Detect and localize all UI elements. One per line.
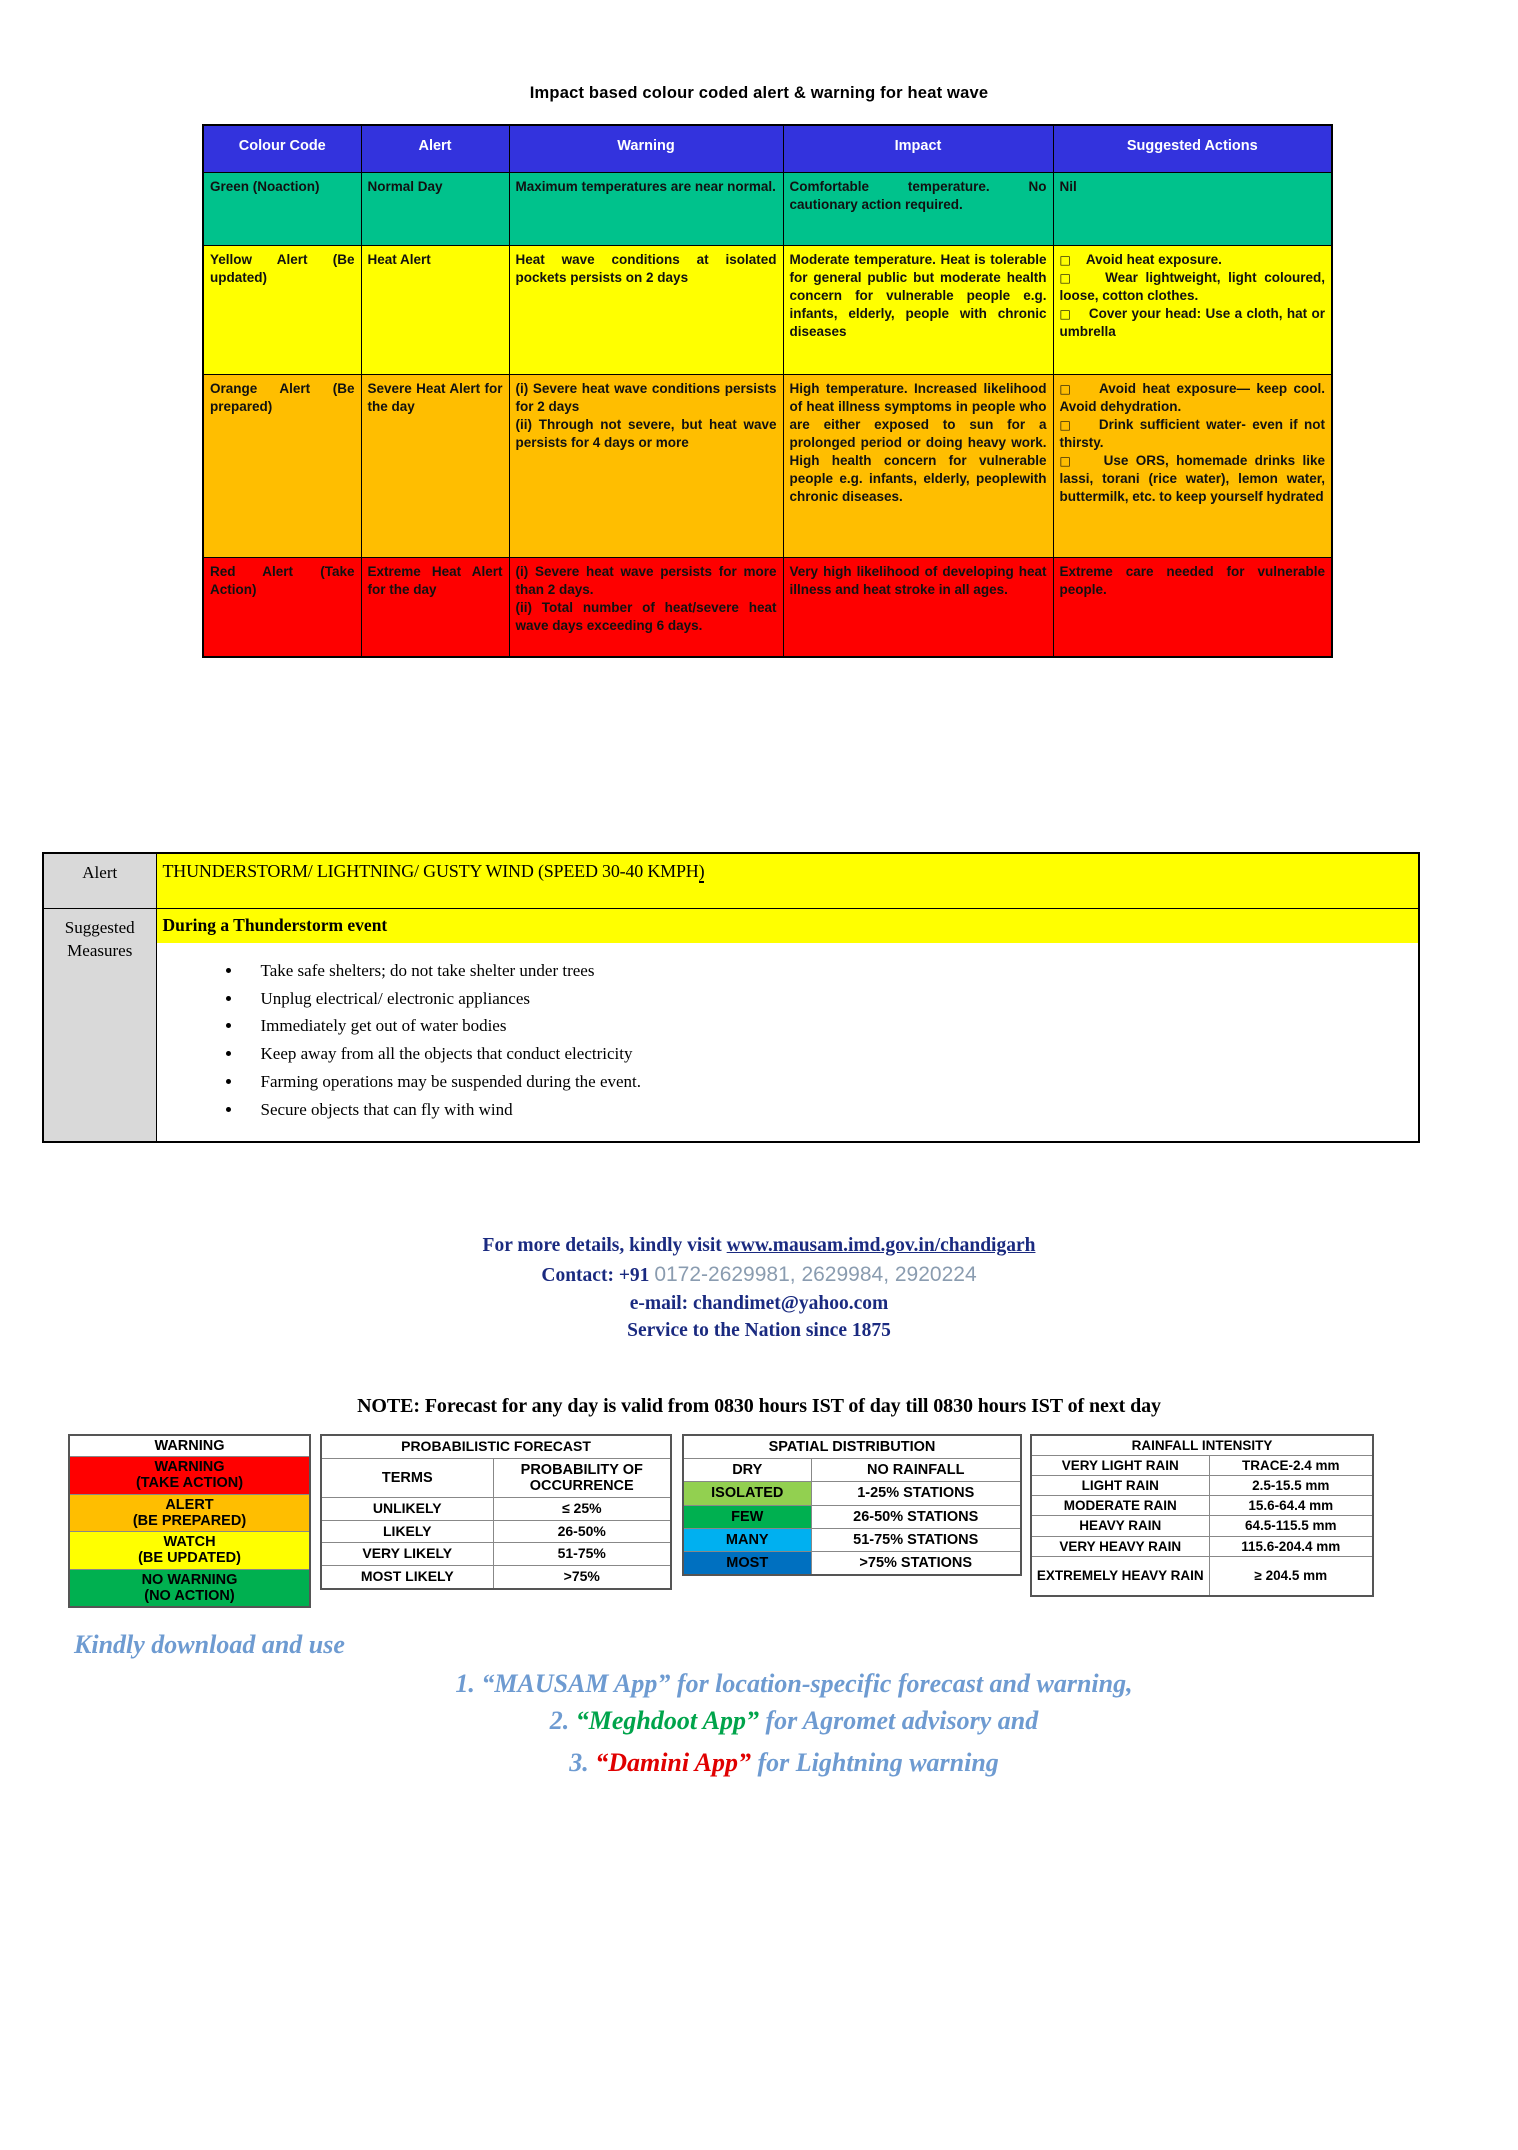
- list-item: • Unplug electrical/ electronic appliances: [243, 985, 1419, 1013]
- column-header-alert: Alert: [361, 125, 509, 173]
- legend-row: [1031, 1496, 1373, 1516]
- thunderstorm-advisory-table: [42, 852, 1420, 1143]
- thunderstorm-measures-row: [43, 909, 1419, 1143]
- app-item-mausam: [0, 1669, 1518, 1699]
- heat-wave-alert-table: [202, 124, 1333, 658]
- cell-impact: High temperature. Increased likelihood of heat illness symptoms in people who are either exposed to sun for a prolonged period or doing heavy work. High health concern for vulnerable people e.g. infants, elderly, peoplewith chronic diseases.: [783, 375, 1053, 558]
- cell-actions: [1053, 173, 1332, 246]
- warning-legend-table: [68, 1434, 311, 1608]
- app-item-damini: [0, 1748, 1518, 1778]
- thunderstorm-measures-label: Suggested Measures: [43, 909, 156, 1143]
- cell-warning: (i) Severe heat wave conditions persists for 2 days (ii) Through not severe, but heat wave persists for 4 days or more: [509, 375, 783, 558]
- action-item: □ Wear lightweight, light coloured, loose, cotton clothes.: [1059, 269, 1325, 303]
- probabilistic-header-terms: TERMS: [321, 1458, 493, 1497]
- app-desc: for Lightning warning: [750, 1748, 999, 1777]
- app-name: “Meghdoot App”: [575, 1706, 759, 1735]
- legend-watch-be-updated: WATCH (BE UPDATED): [69, 1532, 310, 1569]
- heat-wave-table-title: Impact based colour coded alert & warning for heat wave: [529, 84, 989, 102]
- cell-actions: [1053, 558, 1332, 658]
- contact-label: Contact: +91: [541, 1264, 655, 1286]
- spatial-term-dry: DRY: [683, 1459, 811, 1482]
- app-desc: for Agromet advisory and: [758, 1706, 1039, 1735]
- spatial-value-few: 26-50% STATIONS: [811, 1505, 1021, 1528]
- rain-term: HEAVY RAIN: [1031, 1516, 1209, 1536]
- spatial-value-many: 51-75% STATIONS: [811, 1528, 1021, 1551]
- thunderstorm-alert-tail: ): [698, 861, 705, 881]
- cell-impact: Comfortable temperature. No cautionary action required.: [783, 173, 1053, 246]
- list-item: • Take safe shelters; do not take shelter under trees: [243, 957, 1419, 985]
- legend-title-row: [321, 1435, 671, 1458]
- rainfall-intensity-table: [1030, 1434, 1374, 1597]
- action-item: Nil: [1059, 179, 1077, 194]
- legend-row: [683, 1505, 1021, 1528]
- cell-actions: [1053, 246, 1332, 375]
- legend-row: [321, 1566, 671, 1589]
- thunderstorm-measures-heading: During a Thunderstorm event: [157, 909, 1419, 943]
- rainfall-title: RAINFALL INTENSITY: [1031, 1435, 1373, 1456]
- prob-value: 51-75%: [493, 1543, 671, 1566]
- table-row-orange: [203, 375, 1332, 558]
- cell-warning: Heat wave conditions at isolated pockets persists on 2 days: [509, 246, 783, 375]
- prob-value: >75%: [493, 1566, 671, 1589]
- legend-title-row: [1031, 1435, 1373, 1456]
- rain-value: TRACE-2.4 mm: [1209, 1456, 1373, 1476]
- app-item-meghdoot: [0, 1706, 1518, 1736]
- checkbox-square-icon: □: [1059, 306, 1072, 321]
- prob-term: LIKELY: [321, 1520, 493, 1543]
- phone-numbers: 0172-2629981, 2629984, 2920224: [654, 1262, 977, 1286]
- legend-alert-be-prepared: ALERT (BE PREPARED): [69, 1494, 310, 1531]
- rain-value: 115.6-204.4 mm: [1209, 1536, 1373, 1556]
- cell-warning: Maximum temperatures are near normal.: [509, 173, 783, 246]
- legend-row: [1031, 1516, 1373, 1536]
- thunderstorm-measures-value: [156, 909, 1419, 1143]
- action-item: □ Drink sufficient water- even if not thirsty.: [1059, 416, 1325, 450]
- cell-alert: Severe Heat Alert for the day: [361, 375, 509, 558]
- rain-value: 2.5-15.5 mm: [1209, 1476, 1373, 1496]
- column-header-warning: Warning: [509, 125, 783, 173]
- spatial-value-most: >75% STATIONS: [811, 1552, 1021, 1576]
- thunderstorm-alert-row: [43, 853, 1419, 909]
- phone-line: [0, 1260, 1518, 1290]
- legend-row: [683, 1482, 1021, 1505]
- legend-row: [69, 1457, 310, 1494]
- rain-term: MODERATE RAIN: [1031, 1496, 1209, 1516]
- action-item: □ Use ORS, homemade drinks like lassi, torani (rice water), lemon water, buttermilk, etc. to keep yourself hydrated: [1059, 452, 1325, 504]
- list-item: • Farming operations may be suspended during the event.: [243, 1068, 1419, 1096]
- probabilistic-forecast-table: [320, 1434, 672, 1590]
- cell-warning: (i) Severe heat wave persists for more than 2 days. (ii) Total number of heat/severe heat wave days exceeding 6 days.: [509, 558, 783, 658]
- rain-value: 15.6-64.4 mm: [1209, 1496, 1373, 1516]
- thunderstorm-alert-value: [156, 853, 1419, 909]
- list-item: • Keep away from all the objects that conduct electricity: [243, 1040, 1419, 1068]
- legend-row: [321, 1520, 671, 1543]
- checkbox-square-icon: □: [1059, 382, 1074, 396]
- legend-row: [1031, 1536, 1373, 1556]
- rain-term: EXTREMELY HEAVY RAIN: [1031, 1556, 1209, 1596]
- legend-row: [69, 1494, 310, 1531]
- prob-term: MOST LIKELY: [321, 1566, 493, 1589]
- app-number: 2.: [549, 1706, 570, 1735]
- rain-value: 64.5-115.5 mm: [1209, 1516, 1373, 1536]
- prob-term: VERY LIKELY: [321, 1543, 493, 1566]
- app-desc: for location-specific forecast and warning,: [670, 1669, 1133, 1698]
- legend-title-row: [683, 1435, 1021, 1459]
- thunderstorm-alert-label: Alert: [43, 853, 156, 909]
- cell-alert: Extreme Heat Alert for the day: [361, 558, 509, 658]
- probabilistic-title: PROBABILISTIC FORECAST: [321, 1435, 671, 1458]
- action-item: □ Avoid heat exposure.: [1059, 252, 1222, 267]
- legend-title-row: [69, 1435, 310, 1457]
- table-header-row: [203, 125, 1332, 173]
- checkbox-square-icon: □: [1059, 270, 1075, 285]
- action-item: Extreme care needed for vulnerable people.: [1059, 564, 1325, 597]
- cell-alert: Normal Day: [361, 173, 509, 246]
- cell-alert: Heat Alert: [361, 246, 509, 375]
- rain-term: LIGHT RAIN: [1031, 1476, 1209, 1496]
- website-prefix: For more details, kindly visit: [482, 1235, 727, 1256]
- email-line[interactable]: e-mail: chandimet@yahoo.com: [629, 1292, 889, 1314]
- app-name: “Damini App”: [595, 1748, 751, 1777]
- cell-impact: Moderate temperature. Heat is tolerable for general public but moderate health concern for vulnerable people e.g. infants, elderly, people with chronic diseases: [783, 246, 1053, 375]
- spatial-title: SPATIAL DISTRIBUTION: [683, 1435, 1021, 1459]
- spatial-value-isolated: 1-25% STATIONS: [811, 1482, 1021, 1505]
- apps-intro: Kindly download and use: [74, 1630, 345, 1659]
- rain-term: VERY LIGHT RAIN: [1031, 1456, 1209, 1476]
- legend-row: [683, 1552, 1021, 1576]
- checkbox-square-icon: □: [1059, 417, 1074, 432]
- tagline: Service to the Nation since 1875: [627, 1320, 891, 1342]
- table-row-red: [203, 558, 1332, 658]
- prob-value: 26-50%: [493, 1520, 671, 1543]
- app-name: “MAUSAM App”: [481, 1669, 671, 1698]
- cell-colour-code: Red Alert (Take Action): [203, 558, 361, 658]
- column-header-suggested-actions: Suggested Actions: [1053, 125, 1332, 173]
- legend-row: [1031, 1556, 1373, 1596]
- spatial-term-isolated: ISOLATED: [683, 1482, 811, 1505]
- checkbox-square-icon: □: [1059, 453, 1075, 468]
- thunderstorm-alert-text: THUNDERSTORM/ LIGHTNING/ GUSTY WIND (SPEED 30-40 KMPH: [162, 861, 699, 881]
- rain-term: VERY HEAVY RAIN: [1031, 1536, 1209, 1556]
- action-item: □ Avoid heat exposure— keep cool. Avoid dehydration.: [1059, 381, 1326, 414]
- action-item: □ Cover your head: Use a cloth, hat or umbrella: [1059, 305, 1325, 339]
- legend-row: [69, 1532, 310, 1569]
- spatial-distribution-table: [682, 1434, 1022, 1576]
- contact-block: [0, 1232, 1518, 1345]
- cell-colour-code: Green (Noaction): [203, 173, 361, 246]
- cell-colour-code: Yellow Alert (Be updated): [203, 246, 361, 375]
- app-number: 1.: [455, 1669, 475, 1698]
- cell-impact: Very high likelihood of developing heat illness and heat stroke in all ages.: [783, 558, 1053, 658]
- rain-value: ≥ 204.5 mm: [1209, 1556, 1373, 1596]
- cell-colour-code: Orange Alert (Be prepared): [203, 375, 361, 558]
- spatial-term-many: MANY: [683, 1528, 811, 1551]
- column-header-impact: Impact: [783, 125, 1053, 173]
- legend-row: [321, 1543, 671, 1566]
- spatial-value-dry: NO RAINFALL: [811, 1459, 1021, 1482]
- legend-row: [683, 1528, 1021, 1551]
- list-item: • Secure objects that can fly with wind: [243, 1096, 1419, 1124]
- legend-warning-take-action: WARNING (TAKE ACTION): [69, 1457, 310, 1494]
- forecast-validity-note: NOTE: Forecast for any day is valid from 0830 hours IST of day till 0830 hours IST of next day: [357, 1395, 1161, 1417]
- checkbox-square-icon: □: [1059, 253, 1071, 267]
- legend-row: [321, 1498, 671, 1521]
- apps-download-block: [0, 1630, 1518, 1778]
- spatial-term-most: MOST: [683, 1552, 811, 1576]
- app-number: 3.: [569, 1748, 589, 1777]
- probabilistic-header-probability: PROBABILITY OF OCCURRENCE: [493, 1458, 671, 1497]
- prob-term: UNLIKELY: [321, 1498, 493, 1521]
- table-row-yellow: [203, 246, 1332, 375]
- legend-row: [69, 1569, 310, 1607]
- website-line: [0, 1232, 1518, 1260]
- warning-legend-title: WARNING: [69, 1435, 310, 1457]
- table-row-green: [203, 173, 1332, 246]
- website-link[interactable]: www.mausam.imd.gov.in/chandigarh: [726, 1235, 1036, 1256]
- legend-no-warning-no-action: NO WARNING (NO ACTION): [69, 1569, 310, 1607]
- column-header-colour-code: Colour Code: [203, 125, 361, 173]
- legend-row: [683, 1459, 1021, 1482]
- thunderstorm-measures-list: [157, 943, 1419, 1141]
- legend-row: [1031, 1476, 1373, 1496]
- spatial-term-few: FEW: [683, 1505, 811, 1528]
- cell-actions: [1053, 375, 1332, 558]
- prob-value: ≤ 25%: [493, 1498, 671, 1521]
- list-item: • Immediately get out of water bodies: [243, 1012, 1419, 1040]
- legend-header-row: [321, 1458, 671, 1497]
- legend-row: [1031, 1456, 1373, 1476]
